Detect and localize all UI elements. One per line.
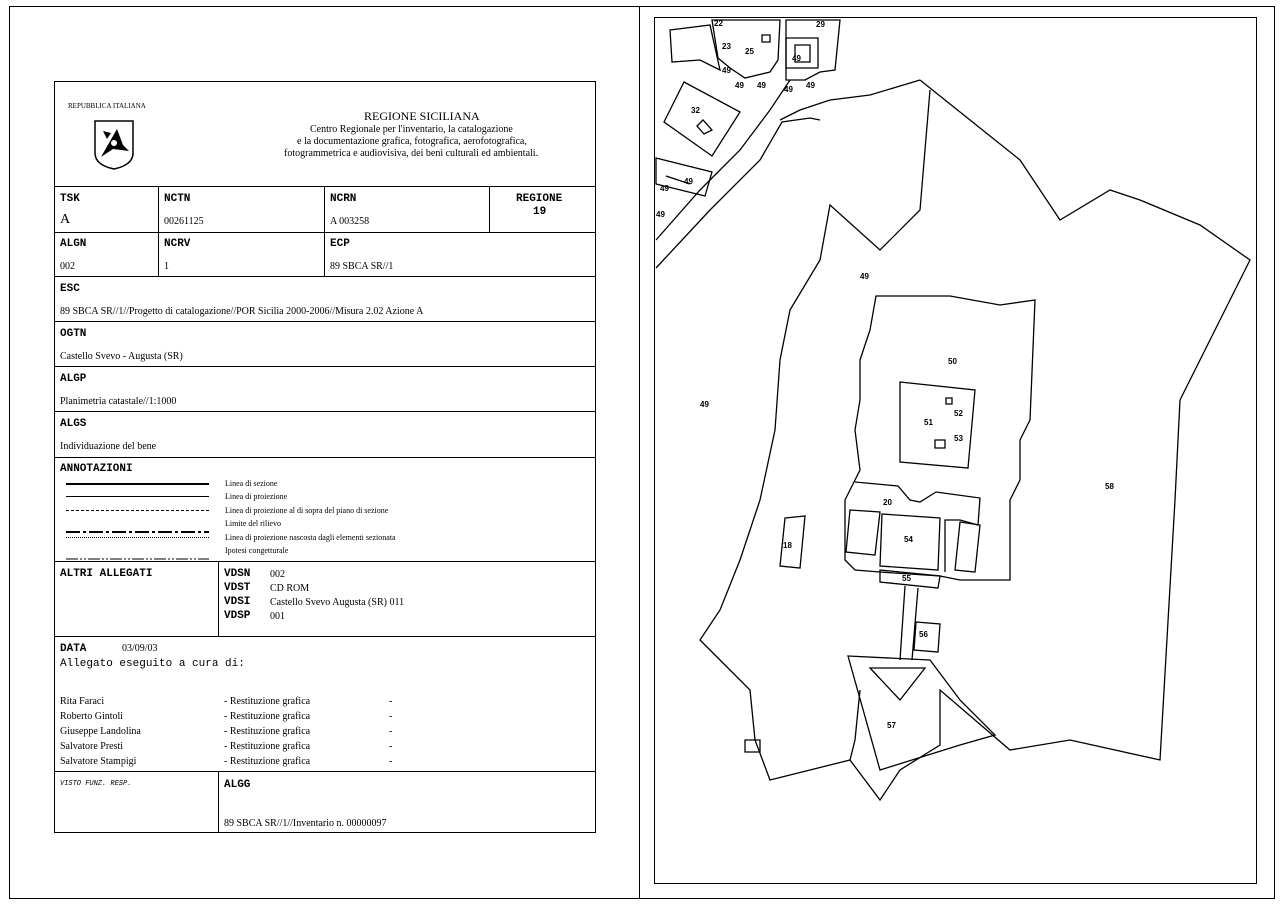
center-divider [639, 6, 640, 899]
ncrv-value: 1 [164, 261, 169, 272]
person-dash: - [389, 696, 393, 707]
eseguito-label: Allegato eseguito a cura di: [60, 658, 245, 670]
rule [489, 186, 490, 232]
ncrn-label: NCRN [330, 193, 357, 205]
rule [218, 771, 219, 833]
annotazioni-label: ANNOTAZIONI [60, 463, 133, 475]
rule [218, 561, 219, 636]
ecp-label: ECP [330, 238, 350, 250]
map-label: 55 [902, 574, 911, 583]
regione-label: REGIONE [516, 193, 563, 205]
rule [158, 186, 159, 276]
tsk-value: A [60, 212, 71, 227]
regione-title: REGIONE SICILIANA [364, 109, 480, 123]
person-role: - Restituzione grafica [224, 726, 311, 737]
person-name: Salvatore Presti [60, 741, 124, 752]
map-label: 49 [806, 81, 815, 90]
person-role: - Restituzione grafica [224, 756, 311, 767]
map-label: 49 [684, 177, 693, 186]
map-label: 50 [948, 357, 957, 366]
person-dash: - [389, 726, 393, 737]
rule [324, 186, 325, 276]
map-label: 29 [816, 20, 825, 29]
person-name: Roberto Gintoli [60, 711, 124, 722]
vdsp-value: 001 [270, 611, 285, 622]
person-name: Giuseppe Landolina [60, 726, 141, 737]
map-label: 49 [784, 85, 793, 94]
map-label: 49 [735, 81, 744, 90]
person-role: - Restituzione grafica [224, 696, 311, 707]
map-label: 52 [954, 409, 963, 418]
tsk-label: TSK [60, 193, 80, 205]
vdst-value: CD ROM [270, 583, 310, 594]
map-label: 54 [904, 535, 913, 544]
map-label: 18 [783, 541, 792, 550]
algp-label: ALGP [60, 373, 87, 385]
map-label: 49 [700, 400, 709, 409]
rule [54, 457, 596, 458]
ogtn-value: Castello Svevo - Augusta (SR) [60, 351, 183, 362]
map-label: 20 [883, 498, 892, 507]
rule [54, 321, 596, 322]
person-name: Salvatore Stampigi [60, 756, 137, 767]
person-role: - Restituzione grafica [224, 711, 311, 722]
vdsn-label: VDSN [224, 568, 251, 580]
map-label: 23 [722, 42, 731, 51]
algg-value: 89 SBCA SR//1//Inventario n. 00000097 [224, 818, 387, 829]
rule [54, 186, 596, 187]
regione-value: 19 [533, 206, 547, 218]
legend-text-3: Linea di proiezione al di sopra del piano di sezione [225, 506, 389, 515]
map-label: 49 [757, 81, 766, 90]
person-dash: - [389, 756, 393, 767]
map-label: 25 [745, 47, 754, 56]
esc-value: 89 SBCA SR//1//Progetto di catalogazione//POR Sicilia 2000-2006//Misura 2.02 Azione A [60, 306, 424, 317]
rule [54, 232, 596, 233]
ncrv-label: NCRV [164, 238, 191, 250]
data-value: 03/09/03 [122, 643, 158, 654]
rule [54, 276, 596, 277]
ecp-value: 89 SBCA SR//1 [330, 261, 394, 272]
map-label: 58 [1105, 482, 1114, 491]
centro-line-3: fotogrammetrica e audiovisiva, dei beni culturali ed ambientali. [284, 148, 539, 159]
algn-label: ALGN [60, 238, 87, 250]
repubblica-label: REPUBBLICA ITALIANA [68, 102, 146, 110]
map-label: 49 [792, 54, 801, 63]
legend-text-6: Ipotesi congetturale [225, 546, 289, 555]
algg-label: ALGG [224, 779, 251, 791]
vdsp-label: VDSP [224, 610, 251, 622]
map-label: 53 [954, 434, 963, 443]
legend-text-1: Linea di sezione [225, 479, 278, 488]
legend-line-proiezione [66, 496, 209, 497]
rule [54, 366, 596, 367]
legend-line-sopra [66, 510, 209, 511]
data-label: DATA [60, 643, 87, 655]
map-label: 56 [919, 630, 928, 639]
altri-allegati-label: ALTRI ALLEGATI [60, 568, 153, 580]
ncrn-value: A 003258 [330, 216, 370, 227]
nctn-label: NCTN [164, 193, 191, 205]
legend-text-4: Limite del rilievo [225, 519, 281, 528]
map-label: 49 [722, 66, 731, 75]
map-label: 57 [887, 721, 896, 730]
person-name: Rita Faraci [60, 696, 105, 707]
algs-value: Individuazione del bene [60, 441, 157, 452]
centro-line-2: e la documentazione grafica, fotografica, aerofotografica, [297, 136, 527, 147]
sicily-emblem [93, 119, 135, 171]
person-dash: - [389, 711, 393, 722]
map-label: 49 [656, 210, 665, 219]
map-label: 51 [924, 418, 933, 427]
rule [54, 771, 596, 772]
algs-label: ALGS [60, 418, 87, 430]
visto-label: VISTO FUNZ. RESP. [60, 780, 132, 788]
person-dash: - [389, 741, 393, 752]
vdsi-value: Castello Svevo Augusta (SR) 011 [270, 597, 405, 608]
legend-line-nascosta [66, 537, 209, 538]
algp-value: Planimetria catastale//1:1000 [60, 396, 177, 407]
legend-text-2: Linea di proiezione [225, 492, 288, 501]
person-role: - Restituzione grafica [224, 741, 311, 752]
rule [54, 636, 596, 637]
vdsn-value: 002 [270, 569, 285, 580]
map-label: 32 [691, 106, 700, 115]
esc-label: ESC [60, 283, 80, 295]
algn-value: 002 [60, 261, 75, 272]
cadastral-map [654, 17, 1257, 884]
map-label: 49 [860, 272, 869, 281]
legend-line-ipotesi [66, 548, 209, 566]
legend-text-5: Linea di proiezione nascosta dagli elementi sezionata [225, 533, 396, 542]
map-label: 22 [714, 19, 723, 28]
legend-line-sezione [66, 483, 209, 485]
vdst-label: VDST [224, 582, 251, 594]
ogtn-label: OGTN [60, 328, 87, 340]
vdsi-label: VDSI [224, 596, 251, 608]
nctn-value: 00261125 [164, 216, 204, 227]
map-label: 49 [660, 184, 669, 193]
rule [54, 411, 596, 412]
centro-line-1: Centro Regionale per l'inventario, la catalogazione [310, 124, 513, 135]
